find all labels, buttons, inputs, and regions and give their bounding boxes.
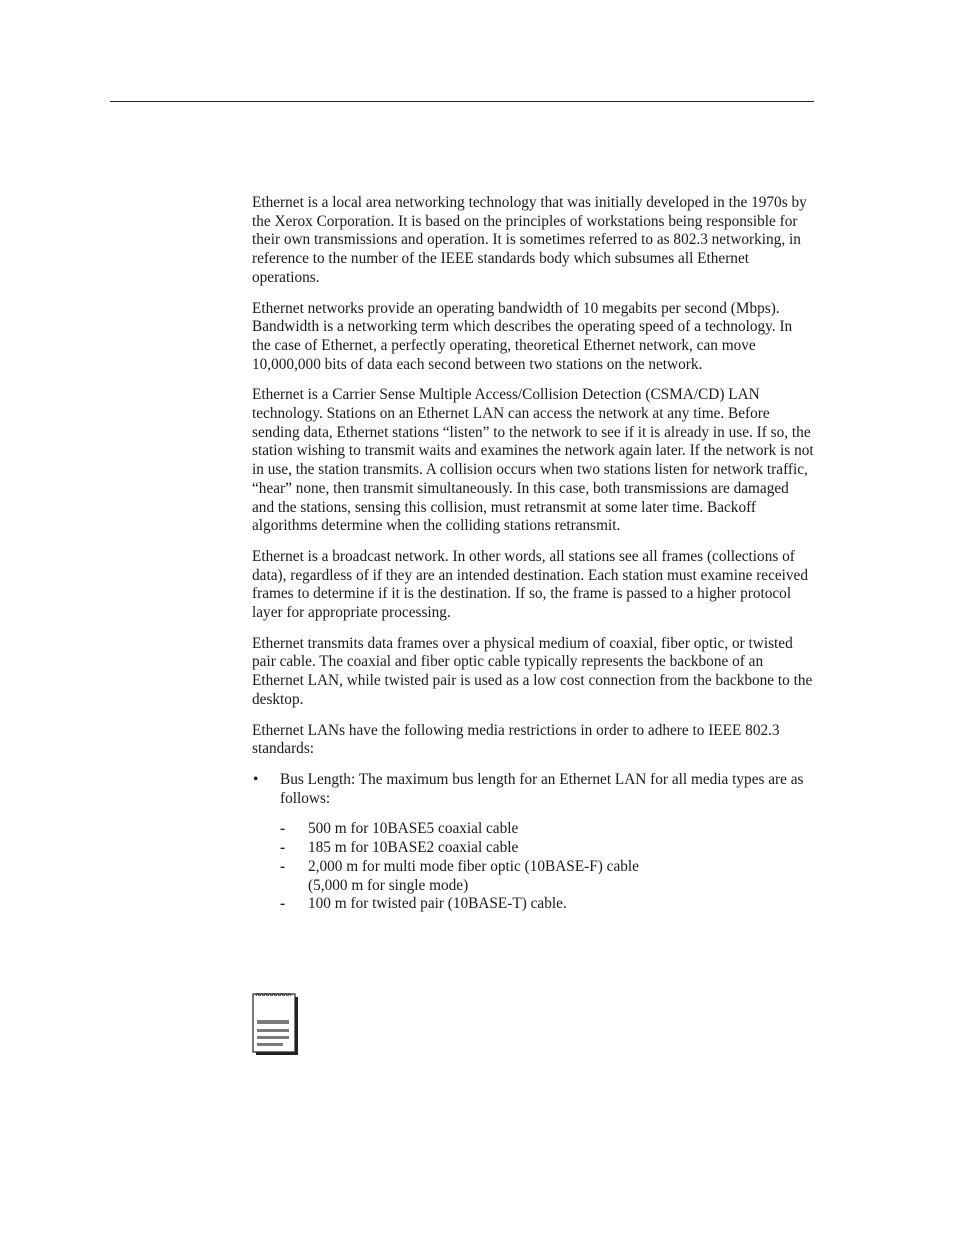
sub-item-text: 185 m for 10BASE2 coaxial cable — [308, 839, 519, 857]
paragraph-media: Ethernet transmits data frames over a physical medium of coaxial, fiber optic, or twisted pair cable. The coaxial and fiber optic cable typically represents the backbone of an Ethernet LAN, while twisted pair is used as a low cost connection from the backbone to the desktop. — [252, 634, 813, 708]
sub-item-10base2 — [280, 839, 814, 858]
sub-item-note: (5,000 m for single mode) — [308, 876, 469, 894]
dash-mark: - — [280, 820, 286, 838]
bullet-list — [252, 771, 814, 914]
sub-item-text: 500 m for 10BASE5 coaxial cable — [308, 820, 519, 838]
sub-item-10base5 — [280, 820, 814, 839]
notepad-icon — [252, 990, 300, 1056]
paragraph-intro: Ethernet is a local area networking technology that was initially developed in the 1970s by the Xerox Corporation. It is based on the principles of workstations being responsible for their own transmissions and operation. It is sometimes referred to as 802.3 networking, in reference to the number of the IEEE standards body which subsumes all Ethernet operations. — [252, 194, 807, 286]
sub-item-text: 100 m for twisted pair (10BASE-T) cable. — [308, 895, 567, 913]
sub-list — [280, 820, 814, 914]
sub-item-10base-f — [280, 858, 814, 895]
bullet-text: Bus Length: The maximum bus length for an Ethernet LAN for all media types are as follows: — [280, 770, 804, 807]
body-text — [252, 194, 814, 926]
dash-mark: - — [280, 839, 286, 857]
dash-mark: - — [280, 895, 286, 913]
bullet-mark: • — [253, 770, 259, 788]
sub-item-text: 2,000 m for multi mode fiber optic (10BASE-F) cable — [308, 857, 639, 875]
paragraph-restrictions: Ethernet LANs have the following media restrictions in order to adhere to IEEE 802.3 standards: — [252, 721, 780, 758]
sub-item-10base-t — [280, 895, 814, 914]
header-rule — [110, 101, 814, 102]
bullet-bus-length — [252, 771, 814, 914]
paragraph-bandwidth: Ethernet networks provide an operating bandwidth of 10 megabits per second (Mbps). Bandwidth is a networking term which describes the operating speed of a technology. In the case of Ethernet, a perfectly operating, theoretical Ethernet network, can move 10,000,000 bits of data each second between two stations on the network. — [252, 299, 793, 373]
paragraph-csma-cd: Ethernet is a Carrier Sense Multiple Access/Collision Detection (CSMA/CD) LAN technology. Stations on an Ethernet LAN can access the network at any time. Before sending data, Ethernet stations “listen” to the network to see if it is already in use. If so, the station wishing to transmit waits and examines the network again later. If the network is not in use, the station transmits. A collision occurs when two stations listen for network traffic, “hear” none, then transmit simultaneously. In this case, both transmissions are damaged and the stations, sensing this collision, must retransmit at some later time. Backoff algorithms determine when the colliding stations retransmit. — [252, 386, 814, 535]
dash-mark: - — [280, 857, 286, 875]
paragraph-broadcast: Ethernet is a broadcast network. In other words, all stations see all frames (collections of data), regardless of if they are an intended destination. Each station must examine received frames to determine if it is the destination. If so, the frame is passed to a higher protocol layer for appropriate processing. — [252, 547, 808, 622]
